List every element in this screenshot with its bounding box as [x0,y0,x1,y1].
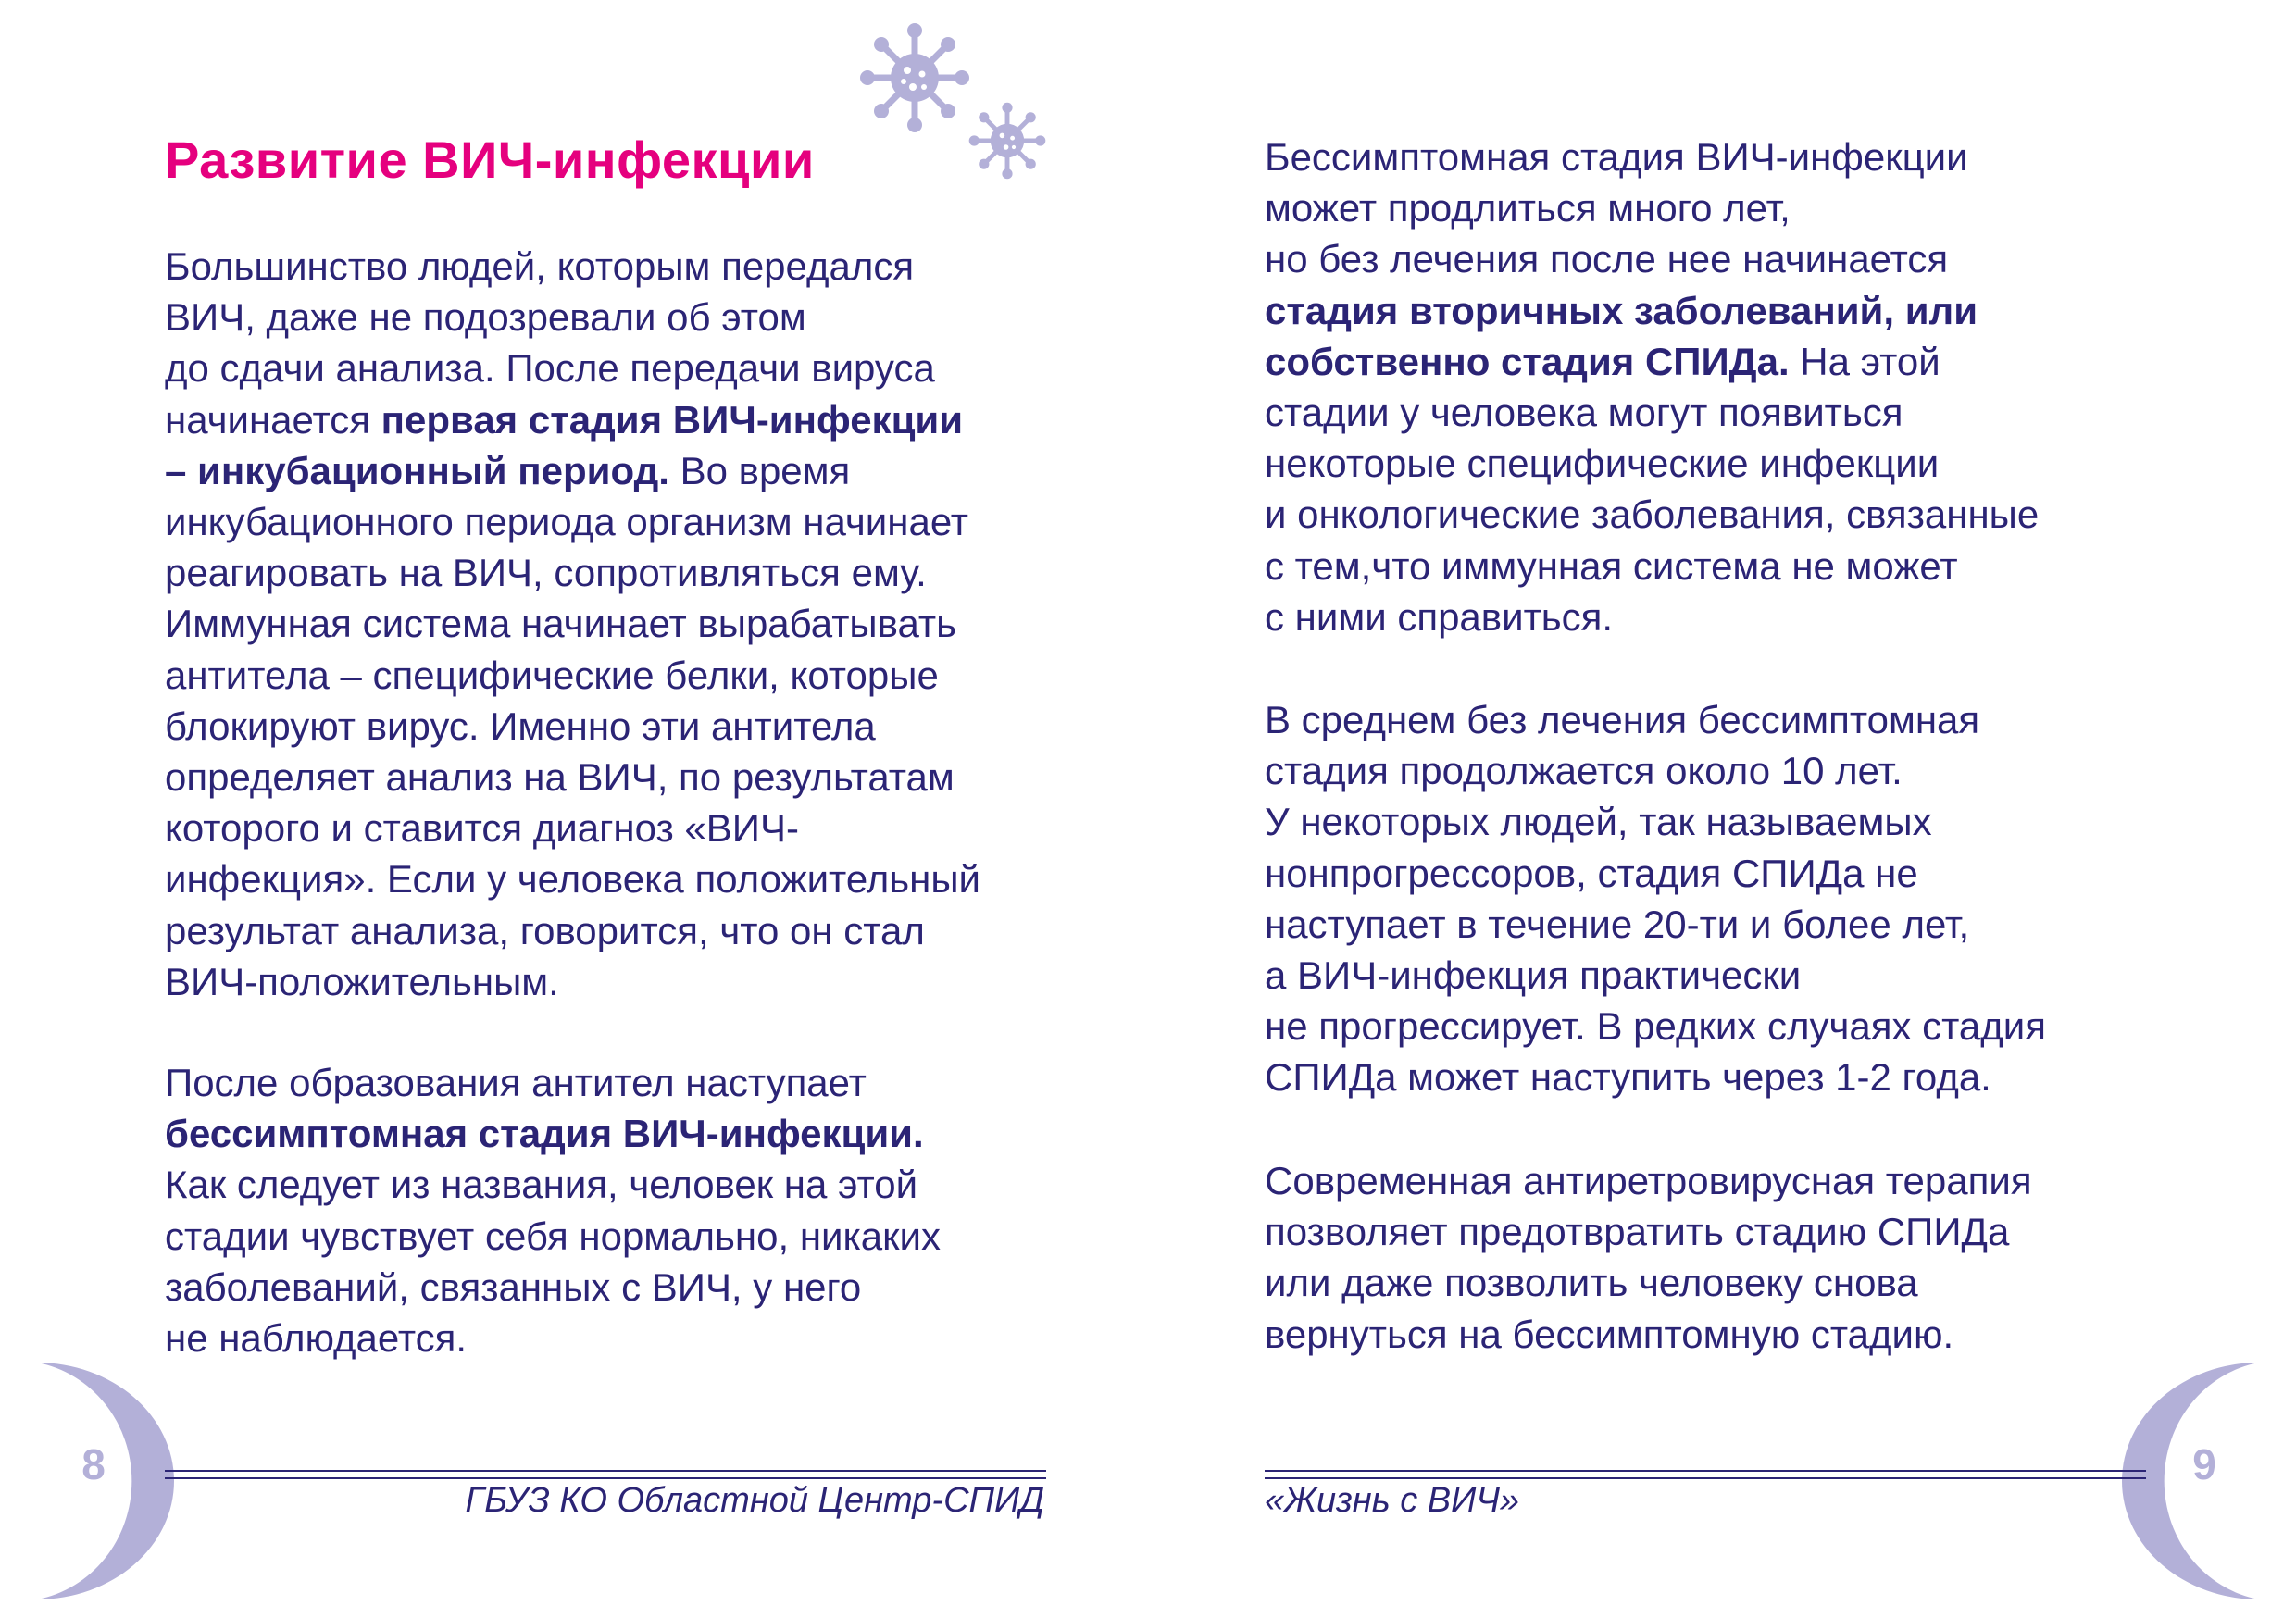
right-paragraph-2: В среднем без лечения бессимптомная стадия продолжается около 10 лет. У некоторых людей, так называемых нонпрогрессоров, стадия СПИДа не наступает в течение 20-ти и более лет, а ВИЧ-инфекция практически не прогрессирует. В редких случаях стадия СПИДа может наступить через 1-2 года. [1265,698,2046,1100]
bold-term: стадия вторичных заболеваний, или собственно стадия СПИДа. [1265,288,1978,383]
text-segment: После образования антител наступает [165,1061,867,1104]
footer-rule [1265,1477,2146,1479]
text-segment: Во время инкубационного периода организм начинает реагировать на ВИЧ, сопротивляться ему. Иммунная система начинает вырабатывать антитела – специфические белки, которые блокируют вирус. Именно эти антитела определяет анализ на ВИЧ, по результатам которого и ставится диагноз «ВИЧ- инфекция». Если у человека положительный результат анализа, говорится, что он стал ВИЧ-положительным. [165,448,981,1003]
text-segment: Большинство людей, которым передался ВИЧ, даже не подозревали об этом до сдачи анализа. После передачи вируса начинается [165,244,935,442]
text-segment: На этой стадии у человека могут появиться некоторые специфические инфекции и онкологические заболевания, связанные с тем,что иммунная система не может с ними справиться. [1265,339,2040,639]
footer-rule [1265,1470,2146,1472]
footer-text: «Жизнь с ВИЧ» [1265,1481,1520,1520]
bold-term: первая стадия ВИЧ-инфекции – инкубационный период. [165,397,964,492]
footer-text: ГБУЗ КО Областной Центр-СПИД [465,1481,1044,1520]
bold-term: бессимптомная стадия ВИЧ-инфекции. [165,1112,924,1156]
text-segment: Бессимптомная стадия ВИЧ-инфекции может продлиться много лет, но без лечения после нее начинается [1265,135,1968,281]
page-number: 9 [2192,1440,2216,1488]
right-paragraph-3: Современная антиретровирусная терапия позволяет предотвратить стадию СПИДа или даже позволить человеку снова вернуться на бессимптомную стадию. [1265,1159,2032,1356]
page-title: Развитие ВИЧ-инфекции [165,131,815,189]
text-segment: Как следует из названия, человек на этой стадии чувствует себя нормально, никаких заболеваний, связанных с ВИЧ, у него не наблюдается. [165,1163,941,1361]
right-paragraph-1 [1265,131,2153,642]
page-number: 8 [81,1440,106,1488]
